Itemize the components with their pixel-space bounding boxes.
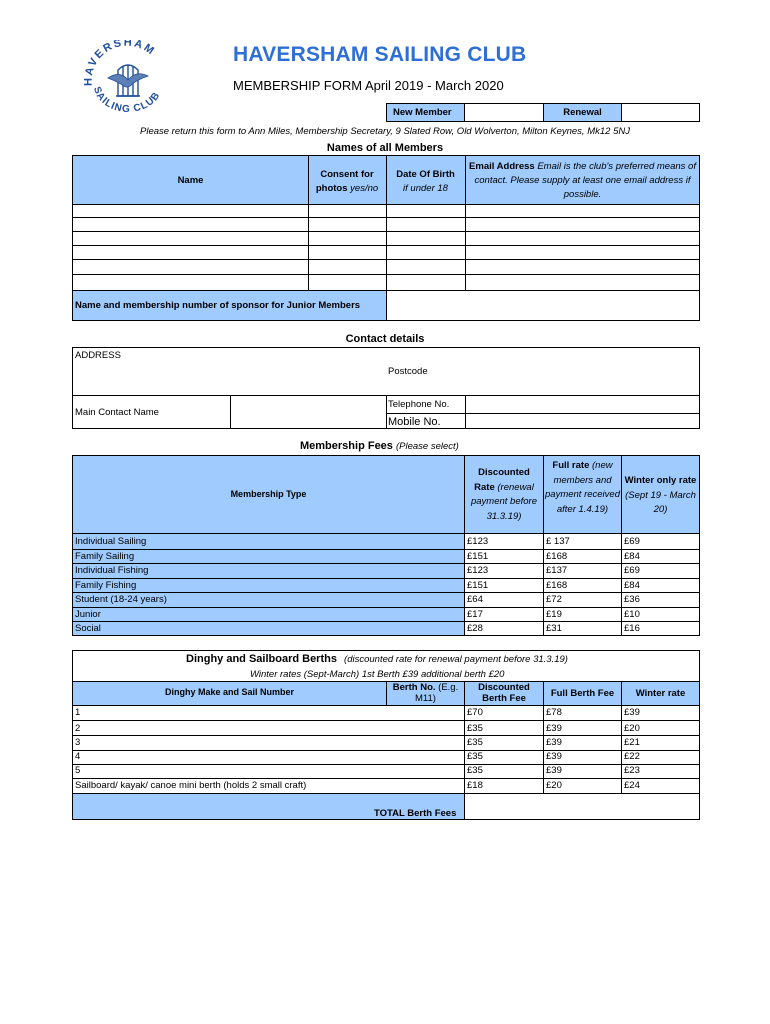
berth-winter: £24: [624, 780, 640, 791]
col-make-header: Dinghy Make and Sail Number: [164, 687, 295, 697]
berth-discounted: £35: [467, 723, 483, 734]
fee-type-label[interactable]: Student (18-24 years): [75, 594, 167, 605]
return-instruction: Please return this form to Ann Miles, Membership Secretary, 9 Slated Row, Old Wolverton, Milton Keynes, Mk12 5NJ: [140, 126, 630, 137]
email-bold: Email Address: [469, 161, 535, 172]
berth-row-label[interactable]: 4: [75, 751, 81, 762]
logo-arc-bottom-text: SAILING CLUB: [90, 85, 163, 116]
fee-winter: £36: [624, 594, 640, 605]
main-contact-input[interactable]: [231, 396, 386, 428]
fee-type-label[interactable]: Family Fishing: [75, 580, 137, 591]
new-member-text: New Member: [393, 107, 452, 118]
col-full-header: [544, 459, 621, 517]
renewal-label: [543, 103, 622, 122]
new-member-box[interactable]: [464, 103, 544, 122]
fee-discounted: £151: [467, 551, 489, 562]
fee-discounted: £64: [467, 594, 483, 605]
discounted-line-1: Discounted: [478, 467, 530, 478]
berth-discounted: £35: [467, 737, 483, 748]
fee-discounted: £17: [467, 609, 483, 620]
fee-winter: £69: [624, 565, 640, 576]
fee-full: £168: [546, 551, 568, 562]
fee-full: £137: [546, 565, 568, 576]
col-consent-header: [308, 168, 386, 196]
fee-type-label[interactable]: Individual Fishing: [75, 565, 149, 576]
dob-line-2: if under 18: [403, 183, 448, 194]
mobile-label: Mobile No.: [388, 416, 441, 428]
berth-full: £78: [546, 707, 562, 718]
main-contact-label: Main Contact Name: [75, 407, 159, 418]
telephone-input[interactable]: [466, 396, 699, 413]
fees-title-note: (Please select): [395, 441, 459, 452]
club-logo: [80, 40, 172, 116]
fee-discounted: £151: [467, 580, 489, 591]
form-subtitle: MEMBERSHIP FORM April 2019 - March 2020: [233, 78, 504, 93]
col-winter-berth-header: Winter rate: [635, 688, 686, 699]
logo-graphic: [80, 40, 172, 116]
winter-line-1: Winter only rate: [624, 475, 697, 486]
berths-title-note: (discounted rate for renewal payment before 31.3.19): [344, 654, 568, 665]
col-type-header: Membership Type: [230, 489, 307, 499]
fee-winter: £10: [624, 609, 640, 620]
fee-full: £19: [546, 609, 562, 620]
berth-row-label[interactable]: 3: [75, 737, 81, 748]
berth-row-label[interactable]: Sailboard/ kayak/ canoe mini berth (holds 2 small craft): [75, 780, 307, 791]
berth-full: £39: [546, 765, 562, 776]
col-discounted-berth-header: Discounted Berth Fee: [478, 682, 530, 704]
mobile-input[interactable]: [466, 414, 699, 428]
berth-winter: £39: [624, 707, 640, 718]
consent-line-2: photos: [315, 183, 348, 194]
berths-section-title: [186, 653, 568, 665]
fee-discounted: £123: [467, 565, 489, 576]
address-label: ADDRESS: [75, 350, 121, 361]
berth-winter: £21: [624, 737, 640, 748]
berth-row-label[interactable]: 5: [75, 765, 81, 776]
berth-discounted: £35: [467, 765, 483, 776]
berth-discounted: £70: [467, 707, 483, 718]
sponsor-input[interactable]: [387, 291, 699, 320]
fee-winter: £69: [624, 536, 640, 547]
col-berth-no-header: [387, 682, 464, 704]
consent-line-3: yes/no: [350, 183, 379, 194]
berth-full: £39: [546, 737, 562, 748]
fee-type-label[interactable]: Junior: [75, 609, 101, 620]
discounted-line-3: (renewal payment before 31.3.19): [470, 481, 537, 522]
renewal-text: Renewal: [563, 107, 602, 118]
fee-full: £31: [546, 623, 562, 634]
sponsor-label: Name and membership number of sponsor for Junior Members: [75, 300, 361, 311]
fee-full: £72: [546, 594, 562, 605]
berth-winter: £22: [624, 751, 640, 762]
berth-discounted: £18: [467, 780, 483, 791]
fee-discounted: £123: [467, 536, 489, 547]
email-note: Email is the club's preferred means of contact. Please supply at least one email address if possible.: [474, 161, 696, 200]
logo-arc-top-text: HAVERSHAM: [82, 40, 158, 87]
members-section-title: Names of all Members: [326, 142, 444, 154]
new-member-label: [386, 103, 465, 122]
col-full-berth-header: Full Berth Fee: [550, 688, 615, 699]
winter-line-2: (Sept 19 - March 20): [625, 489, 696, 515]
berth-full: £20: [546, 780, 562, 791]
berth-row-label[interactable]: 2: [75, 723, 81, 734]
contact-section-title: Contact details: [345, 333, 425, 345]
berths-winter-note: Winter rates (Sept-March) 1st Berth £39 additional berth £20: [250, 669, 505, 680]
discounted-line-2: Rate: [474, 481, 495, 493]
fee-discounted: £28: [467, 623, 483, 634]
fee-full: £168: [546, 580, 568, 591]
total-berth-fees-label: TOTAL Berth Fees: [374, 808, 457, 819]
berth-no-line-2: (E.g. M11): [415, 682, 459, 704]
dob-line-1: Date Of Birth: [396, 169, 455, 180]
fee-type-label[interactable]: Social: [75, 623, 101, 634]
fees-section-title: [300, 440, 459, 452]
full-line-1: Full rate: [552, 460, 590, 471]
berth-row-label[interactable]: 1: [75, 707, 81, 718]
telephone-label: Telephone No.: [388, 399, 450, 410]
berth-winter: £20: [624, 723, 640, 734]
berth-winter: £23: [624, 765, 640, 776]
fee-type-label[interactable]: Family Sailing: [75, 551, 135, 562]
fee-winter: £84: [624, 551, 640, 562]
fee-type-label[interactable]: Individual Sailing: [75, 536, 147, 547]
col-winter-header: [622, 474, 699, 518]
berths-title-text: Dinghy and Sailboard Berths: [186, 653, 337, 665]
col-discounted-header: [465, 466, 543, 524]
consent-line-1: Consent for: [320, 169, 374, 180]
full-line-2: (new members and payment received after 1.4.19): [545, 460, 620, 515]
col-dob-header: [386, 168, 465, 196]
fee-full: £ 137: [546, 536, 570, 547]
postcode-label: Postcode: [388, 366, 428, 377]
berth-full: £39: [546, 751, 562, 762]
fee-winter: £16: [624, 623, 640, 634]
total-berth-fees-input[interactable]: [465, 794, 699, 819]
renewal-box[interactable]: [621, 103, 700, 122]
berth-full: £39: [546, 723, 562, 734]
berth-no-line-1: Berth No.: [392, 682, 436, 693]
col-name-header: Name: [177, 175, 204, 186]
svg-text:SAILING CLUB: [91, 85, 163, 115]
col-email-header: [466, 160, 699, 202]
berth-discounted: £35: [467, 751, 483, 762]
fee-winter: £84: [624, 580, 640, 591]
page-title: HAVERSHAM SAILING CLUB: [233, 43, 527, 66]
fees-title-text: Membership Fees: [300, 440, 393, 452]
